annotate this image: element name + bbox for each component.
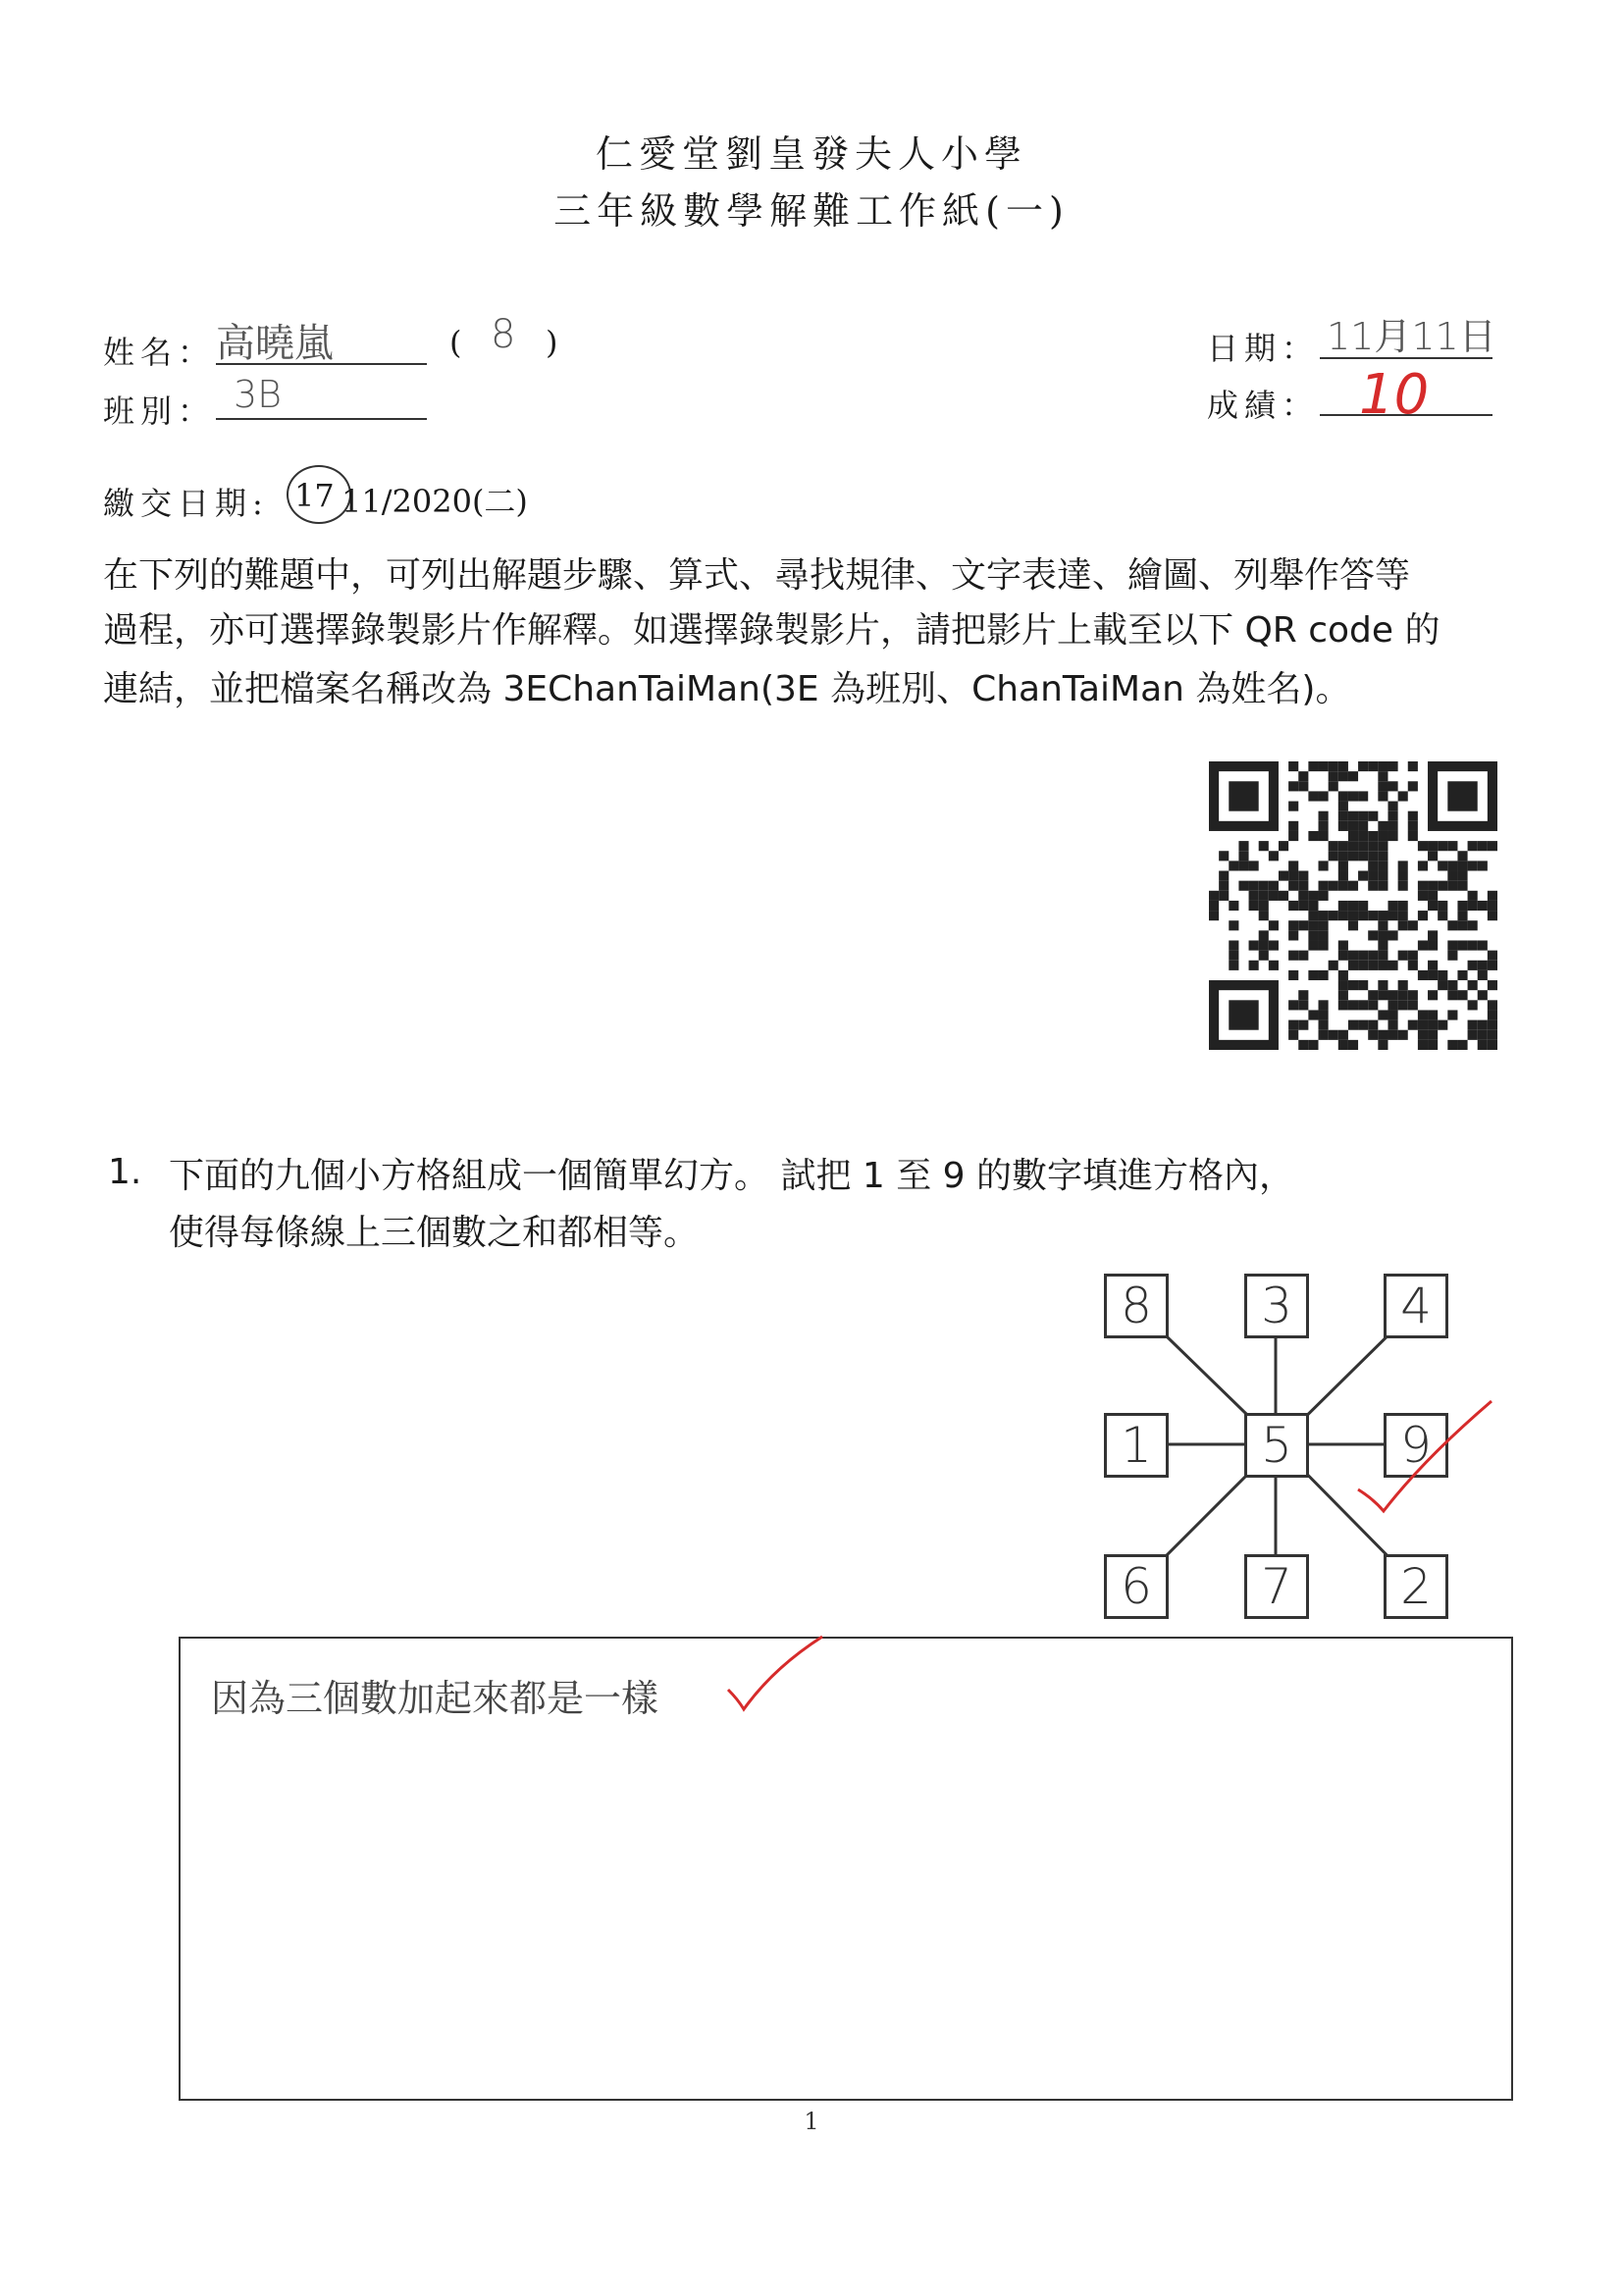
question-1-line-1: 下面的九個小方格組成一個簡單幻方。 試把 1 至 9 的數字填進方格內， xyxy=(169,1156,1295,1196)
class-number-close: ) xyxy=(546,324,564,361)
class-underline xyxy=(216,416,427,420)
instructions-line-3: 連結，並把檔案名稱改為 3EChanTaiMan(3E 為班別、ChanTaiMan 為姓名)。 xyxy=(103,669,1351,709)
magic-square-cell-center[interactable]: 5 xyxy=(1244,1413,1309,1478)
worksheet-title: 三年級數學解難工作紙(一) xyxy=(553,189,1070,233)
qr-code[interactable] xyxy=(1205,761,1501,1050)
answer-check-mark-icon xyxy=(724,1629,832,1727)
name-label: 姓名： xyxy=(103,334,216,371)
score-label: 成績： xyxy=(1207,387,1320,424)
magic-square-cell-top-left[interactable]: 8 xyxy=(1104,1274,1169,1338)
check-mark-icon xyxy=(1354,1391,1501,1519)
score-value: 10 xyxy=(1359,363,1430,427)
school-name: 仁愛堂劉皇發夫人小學 xyxy=(595,132,1027,176)
name-value: 高曉嵐 xyxy=(216,321,334,366)
instructions-line-1: 在下列的難題中，可列出解題步驟、算式、尋找規律、文字表達、繪圖、列舉作答等 xyxy=(103,555,1411,596)
magic-square-cell-bottom-center[interactable]: 7 xyxy=(1244,1554,1309,1619)
class-number-value: 8 xyxy=(491,312,516,357)
magic-square-cell-bottom-right[interactable]: 2 xyxy=(1384,1554,1448,1619)
date-label: 日期： xyxy=(1207,330,1320,367)
answer-text: 因為三個數加起來都是一樣 xyxy=(211,1677,659,1720)
submission-label: 繳交日期: xyxy=(103,485,269,522)
submission-rest: 11/2020(二) xyxy=(341,483,528,520)
class-label: 班別： xyxy=(103,392,216,430)
instructions-line-2: 過程，亦可選擇錄製影片作解釋。如選擇錄製影片，請把影片上載至以下 QR code 的 xyxy=(103,610,1440,651)
question-1-line-2: 使得每條線上三個數之和都相等。 xyxy=(169,1213,700,1253)
date-underline xyxy=(1320,355,1492,359)
date-value: 11月11日 xyxy=(1327,315,1496,358)
question-1-number: 1. xyxy=(108,1152,142,1192)
magic-square-cell-mid-right[interactable]: 9 xyxy=(1384,1413,1448,1478)
class-number-open: ( xyxy=(449,324,468,361)
submission-day: 17 xyxy=(294,477,335,514)
magic-square-cell-top-right[interactable]: 4 xyxy=(1384,1274,1448,1338)
class-value: 3B xyxy=(234,373,283,416)
name-underline xyxy=(216,361,427,365)
magic-square-cell-bottom-left[interactable]: 6 xyxy=(1104,1554,1169,1619)
score-underline xyxy=(1320,412,1492,416)
magic-square-cell-mid-left[interactable]: 1 xyxy=(1104,1413,1169,1478)
magic-square-cell-top-center[interactable]: 3 xyxy=(1244,1274,1309,1338)
page-number: 1 xyxy=(804,2108,819,2135)
